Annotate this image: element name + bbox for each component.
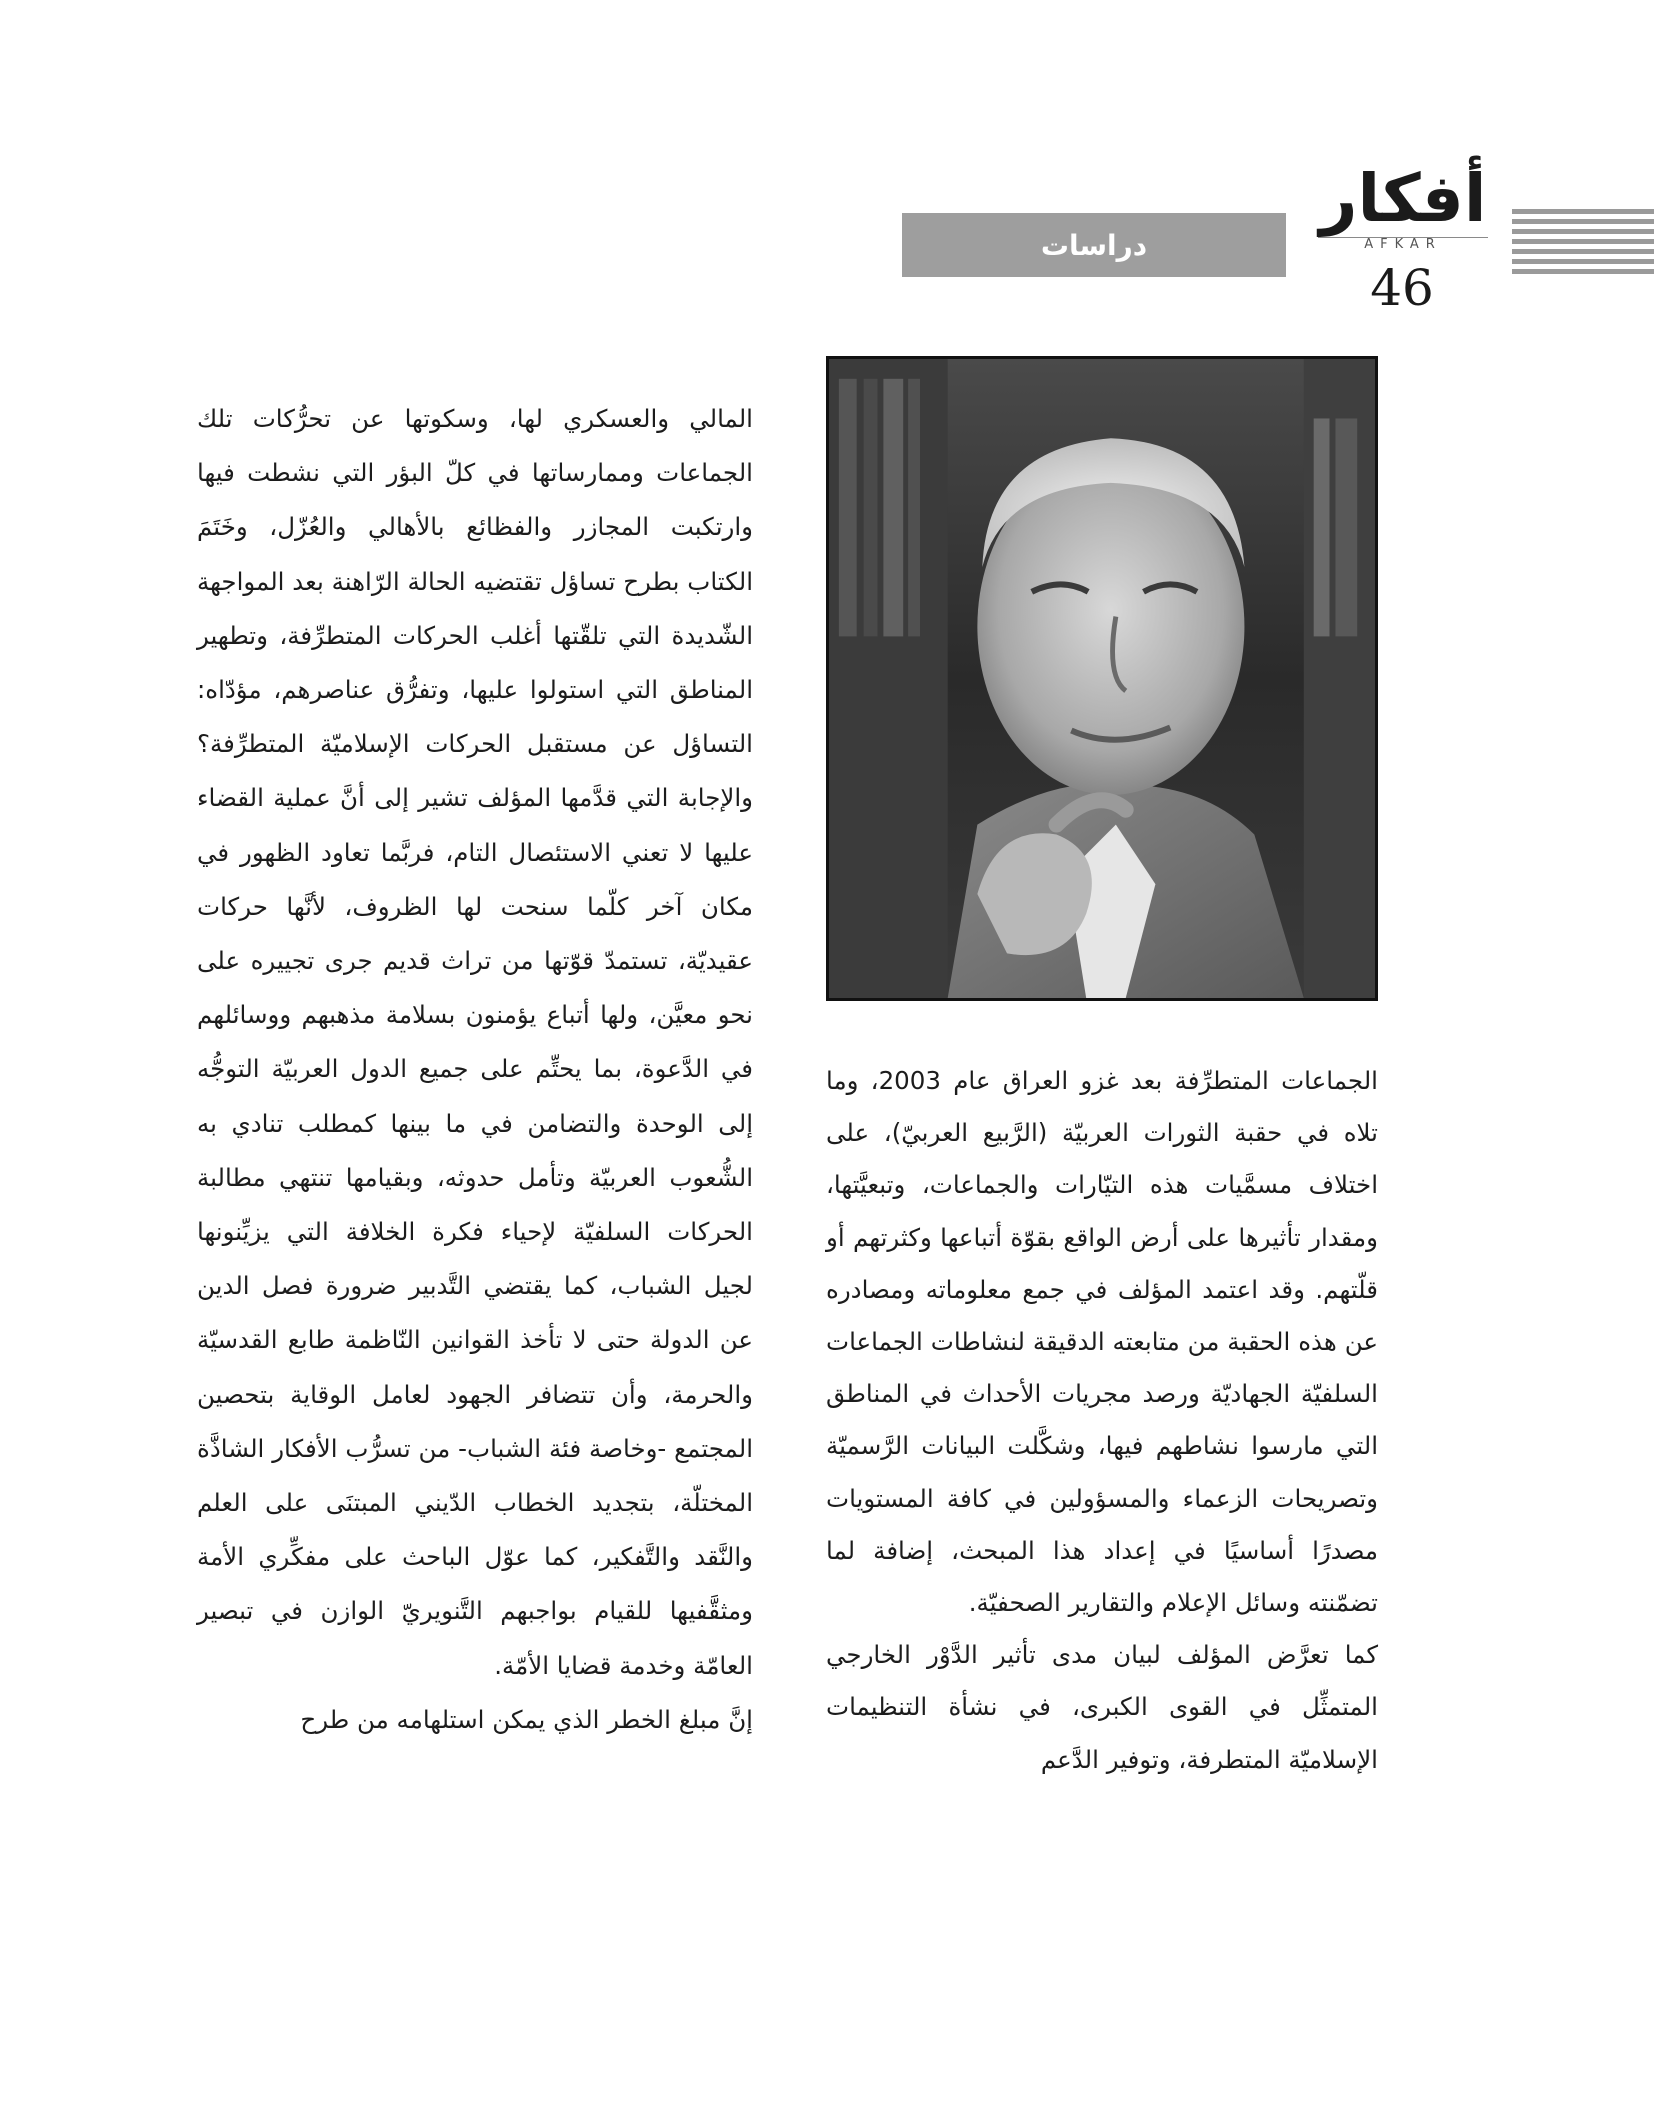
text-column-right: [826, 1055, 1378, 1786]
author-photo: [826, 356, 1378, 1001]
logo-arabic-text: أفكار: [1319, 160, 1487, 237]
paragraph: إنَّ مبلغ الخطر الذي يمكن استلهامه من طرح: [300, 1704, 753, 1734]
section-banner: دراسات: [902, 213, 1286, 277]
magazine-logo: [1318, 160, 1488, 255]
text-column-left: [197, 392, 753, 1747]
header-stripes-decoration: [1512, 209, 1654, 277]
paragraph: المالي والعسكري لها، وسكوتها عن تحرُّكات تلك الجماعات وممارساتها في كلّ البؤر التي نشطت فيها وارتكبت المجازر والفظائع بالأهالي والعُزّل، وخَتَمَ الكتاب بطرح تساؤل تقتضيه الحالة الرّاهنة بعد المواجهة الشّديدة التي تلقّتها أغلب الحركات المتطرِّفة، وتطهير المناطق التي استولوا عليها، وتفرُّق عناصرهم، مؤدّاه: التساؤل عن مستقبل الحركات الإسلاميّة المتطرِّفة؟ والإجابة التي قدَّمها المؤلف تشير إلى أنَّ عملية القضاء عليها لا تعني الاستئصال التام، فربَّما تعاود الظهور في مكان آخر كلّما سنحت لها الظروف، لأنَّها حركات عقيديّة، تستمدّ قوّتها من تراث قديم جرى تجييره على نحو معيَّن، ولها أتباع يؤمنون بسلامة مذهبهم ووسائلهم في الدَّعوة، بما يحتِّم على جميع الدول العربيّة التوجُّه إلى الوحدة والتضامن في ما بينها كمطلب تنادي به الشُّعوب العربيّة وتأمل حدوثه، وبقيامها تنتهي مطالبة الحركات السلفيّة لإحياء فكرة الخلافة التي يزيِّنونها لجيل الشباب، كما يقتضي التَّدبير ضرورة فصل الدين عن الدولة حتى لا تأخذ القوانين النّاظمة طابع القدسيّة والحرمة، وأن تتضافر الجهود لعامل الوقاية بتحصين المجتمع -وخاصة فئة الشباب- من تسرُّب الأفكار الشاذَّة المختلّة، بتجديد الخطاب الدّيني المبتنَى على العلم والنَّقد والتَّفكير، كما عوّل الباحث على مفكِّري الأمة ومثقَّفيها للقيام بواجبهم التَّنويريّ الوازن في تبصير العامّة وخدمة قضايا الأمّة.: [197, 404, 753, 1680]
paragraph: الجماعات المتطرِّفة بعد غزو العراق عام 2003، وما تلاه في حقبة الثورات العربيّة (الرَّبيع العربيّ)، على اختلاف مسمَّيات هذه التيّارات والجماعات، وتبعيَّتها، ومقدار تأثيرها على أرض الواقع بقوّة أتباعها وكثرتهم أو قلّتهم. وقد اعتمد المؤلف في جمع معلوماته ومصادره عن هذه الحقبة من متابعته الدقيقة لنشاطات الجماعات السلفيّة الجهاديّة ورصد مجريات الأحداث في المناطق التي مارسوا نشاطهم فيها، وشكَّلت البيانات الرَّسميّة وتصريحات الزعماء والمسؤولين في كافة المستويات مصدرًا أساسيًا في إعداد هذا المبحث، إضافة لما تضمّنته وسائل الإعلام والتقارير الصحفيّة.: [826, 1066, 1378, 1618]
page-number: 46: [1370, 259, 1434, 317]
logo-latin-text: AFKAR: [1364, 237, 1442, 252]
paragraph: كما تعرَّض المؤلف لبيان مدى تأثير الدَّوْر الخارجي المتمثِّل في القوى الكبرى، في نشأة التنظيمات الإسلاميّة المتطرفة، وتوفير الدَّعم: [826, 1640, 1378, 1774]
portrait-photo-icon: [829, 359, 1375, 998]
